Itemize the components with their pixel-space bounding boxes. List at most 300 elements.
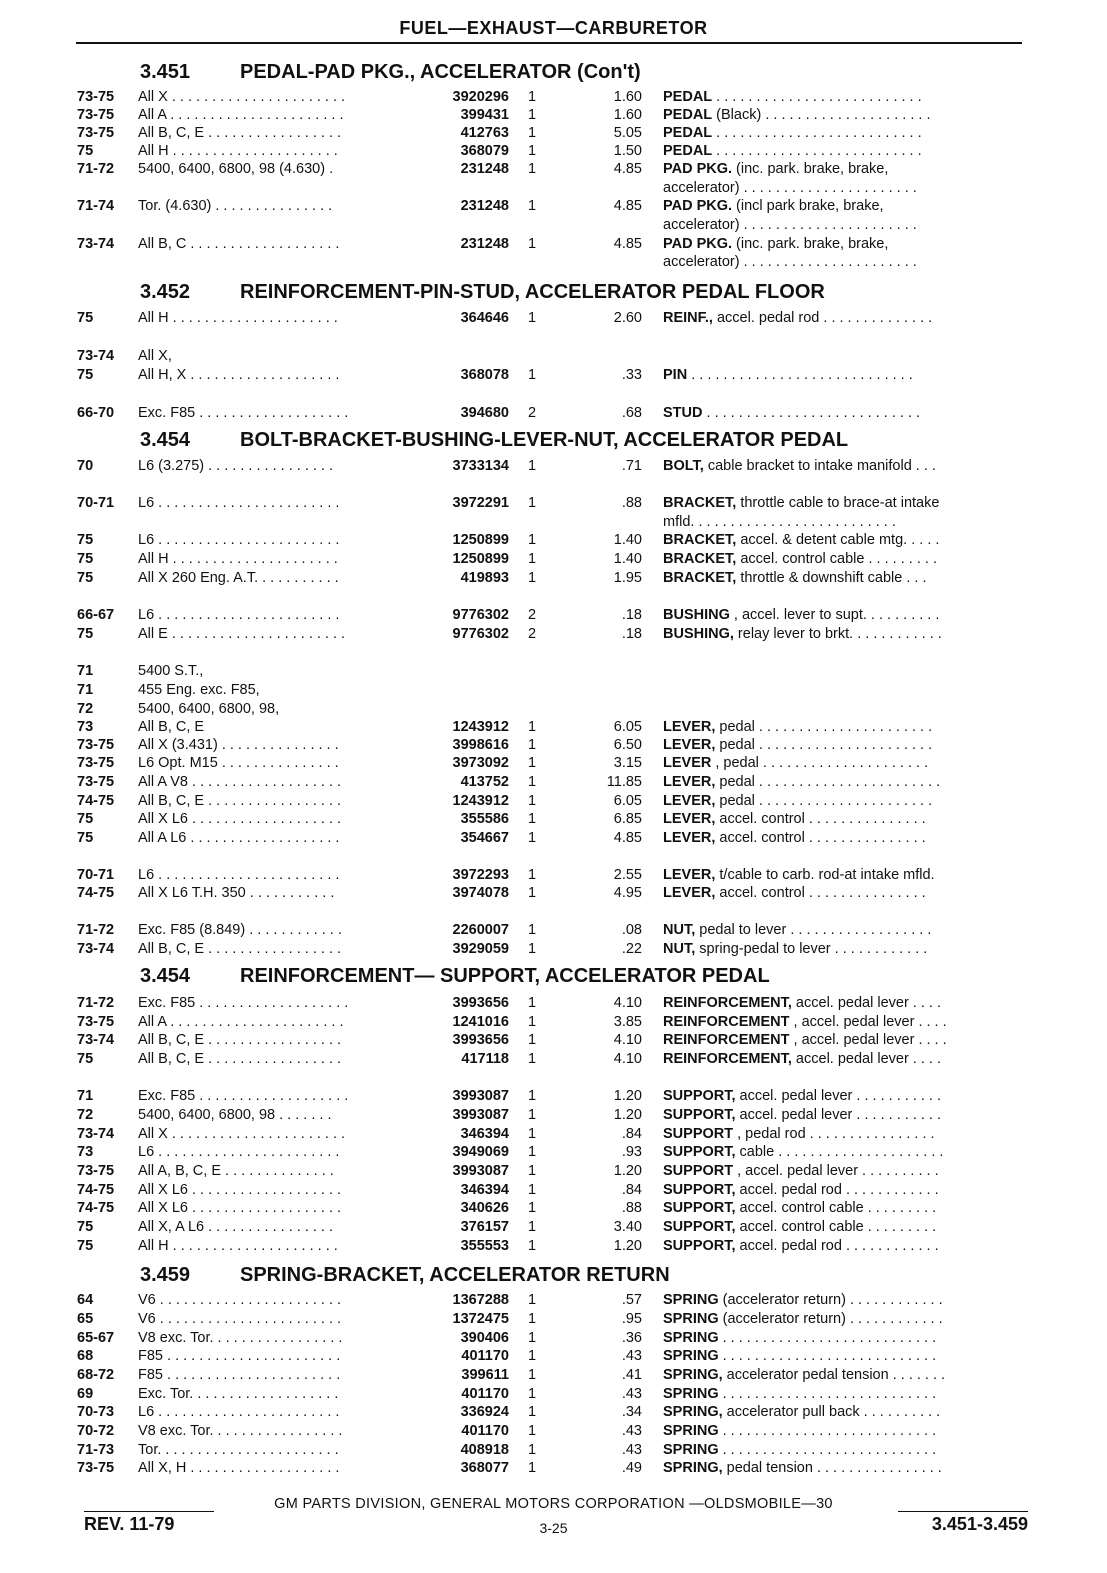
model-application: L6 . . . . . . . . . . . . . . . . . . . . . . . (138, 1144, 340, 1160)
parts-row (0, 662, 1107, 680)
part-detail: pedal . . . . . . . . . . . . . . . . . . . . . . . (715, 774, 941, 790)
part-detail: accel. control . . . . . . . . . . . . . . . (715, 830, 926, 846)
parts-row (0, 476, 1107, 494)
part-description (663, 235, 1025, 253)
quantity: 1 (528, 1238, 537, 1254)
model-years: 65-67 (77, 1330, 115, 1346)
model-years: 73-75 (77, 1163, 115, 1179)
part-detail: accelerator) . . . . . . . . . . . . . . . . . . . . . . (663, 254, 917, 270)
model-application: Tor. (4.630) . . . . . . . . . . . . . . . (138, 198, 333, 214)
quantity: 1 (528, 310, 537, 326)
parts-row (0, 88, 1107, 106)
part-name: PEDAL (663, 107, 713, 123)
parts-row (0, 1237, 1107, 1255)
part-name: SPRING (663, 1348, 719, 1364)
parts-row (0, 385, 1107, 403)
parts-row (0, 309, 1107, 327)
model-years: 70 (77, 458, 94, 474)
part-name: NUT, (663, 941, 696, 957)
part-description (663, 1347, 1025, 1365)
parts-row (0, 1366, 1107, 1384)
model-years: 73-75 (77, 125, 115, 141)
price: 2.60 (613, 310, 642, 326)
part-description (663, 550, 1025, 568)
part-name: PAD PKG. (663, 161, 733, 177)
part-name: SPRING (663, 1386, 719, 1402)
part-detail: accel. pedal rod . . . . . . . . . . . . (735, 1238, 939, 1254)
section-number: 3.451 (140, 61, 191, 83)
part-description (663, 88, 1025, 106)
part-description (663, 718, 1025, 736)
price: 11.85 (606, 774, 642, 790)
part-detail: throttle cable to brace-at intake (736, 495, 940, 511)
model-years: 73-74 (77, 941, 115, 957)
parts-row (0, 1291, 1107, 1309)
quantity: 1 (528, 198, 537, 214)
part-number: 413752 (460, 774, 509, 790)
model-application: All X L6 T.H. 350 . . . . . . . . . . . (138, 885, 335, 901)
model-years: 70-72 (77, 1423, 115, 1439)
part-detail: pedal . . . . . . . . . . . . . . . . . . . . . . (715, 719, 933, 735)
part-number: 376157 (460, 1219, 509, 1235)
part-description (663, 106, 1025, 124)
price: 1.20 (613, 1163, 642, 1179)
model-application: Exc. F85 (8.849) . . . . . . . . . . . . (138, 922, 342, 938)
parts-row (0, 1310, 1107, 1328)
part-description (663, 1291, 1025, 1309)
quantity: 1 (528, 719, 537, 735)
price: 1.40 (613, 532, 642, 548)
part-description (663, 921, 1025, 939)
part-name: PIN (663, 367, 688, 383)
model-application: All B, C, E . . . . . . . . . . . . . . . . . (138, 1032, 342, 1048)
parts-row (0, 903, 1107, 921)
quantity: 1 (528, 367, 537, 383)
model-application: L6 (3.275) . . . . . . . . . . . . . . . . (138, 458, 334, 474)
part-name: SUPPORT, (663, 1182, 736, 1198)
quantity: 1 (528, 1107, 537, 1123)
price: 4.85 (613, 236, 642, 252)
model-years: 71-72 (77, 922, 115, 938)
parts-row (0, 404, 1107, 422)
model-years: 73-75 (77, 1014, 115, 1030)
part-number: 346394 (460, 1126, 509, 1142)
part-name: REINFORCEMENT, (663, 995, 792, 1011)
part-description (663, 1459, 1025, 1477)
parts-row (0, 866, 1107, 884)
parts-row (0, 1403, 1107, 1421)
model-years: 69 (77, 1386, 94, 1402)
price: .18 (621, 626, 642, 642)
footer-revision: REV. 11-79 (84, 1514, 175, 1534)
quantity: 2 (528, 405, 537, 421)
part-number: 3929059 (452, 941, 509, 957)
model-application: Exc. F85 . . . . . . . . . . . . . . . . . . . (138, 995, 349, 1011)
part-detail: accel. control cable . . . . . . . . . (736, 551, 937, 567)
parts-row (0, 700, 1107, 718)
parts-row (0, 921, 1107, 939)
part-number: 401170 (461, 1348, 509, 1364)
price: .49 (621, 1460, 642, 1476)
parts-row (0, 550, 1107, 568)
quantity: 1 (528, 458, 537, 474)
section-number: 3.454 (140, 429, 191, 451)
price: 6.50 (613, 737, 642, 753)
part-name: SPRING (663, 1330, 719, 1346)
part-detail: . . . . . . . . . . . . . . . . . . . . . . . . . . . (718, 1330, 937, 1346)
model-years: 72 (77, 1107, 94, 1123)
part-number: 1241016 (452, 1014, 509, 1030)
section-number: 3.452 (140, 281, 191, 303)
model-years: 75 (77, 1219, 94, 1235)
model-years: 71-72 (77, 995, 115, 1011)
section-header (0, 280, 1107, 304)
part-description (663, 1310, 1025, 1328)
part-detail: pedal to lever . . . . . . . . . . . . . . . . . . (695, 922, 932, 938)
parts-row (0, 366, 1107, 384)
part-description (663, 810, 1025, 828)
price: 1.20 (613, 1238, 642, 1254)
part-description (663, 1031, 1025, 1049)
model-years: 73 (77, 719, 94, 735)
part-number: 3973092 (452, 755, 509, 771)
part-name: PEDAL (663, 125, 713, 141)
part-detail: accel. control cable . . . . . . . . . (735, 1219, 937, 1235)
part-number: 368078 (460, 367, 509, 383)
model-application: Exc. F85 . . . . . . . . . . . . . . . . . . . (138, 405, 349, 421)
parts-row (0, 829, 1107, 847)
price: 6.85 (613, 811, 642, 827)
part-name: SPRING (663, 1423, 719, 1439)
part-detail: . . . . . . . . . . . . . . . . . . . . . . . . . . (712, 143, 922, 159)
price: 3.15 (613, 755, 642, 771)
quantity: 1 (528, 1126, 537, 1142)
quantity: 1 (528, 143, 537, 159)
parts-row (0, 569, 1107, 587)
model-application: L6 . . . . . . . . . . . . . . . . . . . . . . . (138, 1404, 340, 1420)
footer-page-number: 3-25 (539, 1520, 568, 1536)
price: .43 (621, 1386, 642, 1402)
parts-row (0, 1385, 1107, 1403)
part-name: LEVER, (663, 719, 716, 735)
part-name: LEVER, (663, 793, 716, 809)
part-name: BRACKET, (663, 570, 737, 586)
model-application: V8 exc. Tor. . . . . . . . . . . . . . . . . (138, 1423, 343, 1439)
part-number: 1250899 (452, 551, 509, 567)
parts-row (0, 810, 1107, 828)
quantity: 1 (528, 125, 537, 141)
parts-row (0, 1347, 1107, 1365)
quantity: 1 (528, 885, 537, 901)
model-application: All H . . . . . . . . . . . . . . . . . . . . . (138, 551, 338, 567)
parts-row (0, 1031, 1107, 1049)
part-description (663, 884, 1025, 902)
part-detail: accel. pedal rod . . . . . . . . . . . . (735, 1182, 939, 1198)
model-years: 73-74 (77, 1126, 115, 1142)
part-name: SPRING, (663, 1367, 723, 1383)
part-number: 346394 (460, 1182, 509, 1198)
model-application: 5400 S.T., (138, 663, 204, 679)
part-name: LEVER, (663, 885, 716, 901)
part-number: 355553 (460, 1238, 509, 1254)
parts-row (0, 106, 1107, 124)
model-years: 74-75 (77, 793, 115, 809)
parts-row (0, 1181, 1107, 1199)
part-detail: (inc. park. brake, brake, (732, 161, 889, 177)
model-application: Tor. . . . . . . . . . . . . . . . . . . . . . . (138, 1442, 339, 1458)
quantity: 1 (528, 89, 537, 105)
model-years: 71 (77, 682, 94, 698)
part-name: SPRING (663, 1292, 719, 1308)
part-description (663, 1329, 1025, 1347)
model-application: All B, C . . . . . . . . . . . . . . . . . . . (138, 236, 340, 252)
part-description (663, 1422, 1025, 1440)
price: .93 (621, 1144, 642, 1160)
section-number: 3.454 (140, 965, 191, 987)
section-number: 3.459 (140, 1264, 191, 1286)
price: 1.60 (613, 107, 642, 123)
part-name: SPRING, (663, 1404, 723, 1420)
price: .43 (621, 1348, 642, 1364)
section-title: SPRING-BRACKET, ACCELERATOR RETURN (240, 1264, 670, 1286)
model-years: 70-71 (77, 867, 115, 883)
part-name: REINF., (663, 310, 713, 326)
part-detail: accelerator) . . . . . . . . . . . . . . . . . . . . . . (663, 217, 917, 233)
part-name: BOLT, (663, 458, 704, 474)
part-name: LEVER, (663, 811, 716, 827)
quantity: 1 (528, 941, 537, 957)
part-description (663, 494, 1025, 512)
model-years: 75 (77, 1238, 94, 1254)
price: .43 (621, 1423, 642, 1439)
model-years: 73-75 (77, 107, 115, 123)
model-years: 71-74 (77, 198, 115, 214)
part-description (663, 1385, 1025, 1403)
model-application: All A . . . . . . . . . . . . . . . . . . . . . . (138, 107, 344, 123)
quantity: 1 (528, 1182, 537, 1198)
price: 1.60 (613, 89, 642, 105)
quantity: 1 (528, 551, 537, 567)
part-number: 3949069 (452, 1144, 509, 1160)
model-application: All X . . . . . . . . . . . . . . . . . . . . . . (138, 1126, 346, 1142)
part-description (663, 1237, 1025, 1255)
quantity: 1 (528, 1348, 537, 1364)
model-years: 68-72 (77, 1367, 115, 1383)
part-description (663, 309, 1025, 327)
model-application: Exc. F85 . . . . . . . . . . . . . . . . . . . (138, 1088, 349, 1104)
model-years: 72 (77, 701, 94, 717)
part-name: BRACKET, (663, 532, 737, 548)
parts-row (0, 718, 1107, 736)
model-years: 73-75 (77, 1460, 115, 1476)
model-application: All X L6 . . . . . . . . . . . . . . . . . . . (138, 1200, 342, 1216)
part-name: NUT, (663, 922, 696, 938)
quantity: 1 (528, 1014, 537, 1030)
quantity: 1 (528, 532, 537, 548)
price: 3.85 (613, 1014, 642, 1030)
quantity: 1 (528, 1219, 537, 1235)
model-years: 68 (77, 1348, 94, 1364)
price: .22 (621, 941, 642, 957)
price: .68 (621, 405, 642, 421)
section-header (0, 60, 1107, 84)
model-application: All X 260 Eng. A.T. . . . . . . . . . . (138, 570, 339, 586)
model-application: V8 exc. Tor. . . . . . . . . . . . . . . . . (138, 1330, 343, 1346)
footer-section-range: 3.451-3.459 (931, 1514, 1028, 1534)
part-detail: accel. pedal lever . . . . . . . . . . . (735, 1088, 942, 1104)
parts-row (0, 994, 1107, 1012)
parts-row (0, 940, 1107, 958)
model-years: 75 (77, 310, 94, 326)
parts-row (0, 1199, 1107, 1217)
parts-row (0, 588, 1107, 606)
part-description (663, 866, 1025, 884)
part-number: 412763 (460, 125, 509, 141)
quantity: 1 (528, 1144, 537, 1160)
parts-row (0, 848, 1107, 866)
quantity: 1 (528, 811, 537, 827)
quantity: 1 (528, 1088, 537, 1104)
quantity: 1 (528, 1404, 537, 1420)
part-name: SUPPORT (663, 1126, 734, 1142)
quantity: 1 (528, 755, 537, 771)
part-name: BUSHING, (663, 626, 734, 642)
part-description (663, 1013, 1025, 1031)
part-detail: accel. & detent cable mtg. . . . . (736, 532, 940, 548)
model-years: 66-67 (77, 607, 115, 623)
model-application: All B, C, E . . . . . . . . . . . . . . . . . (138, 125, 342, 141)
quantity: 2 (528, 626, 537, 642)
model-years: 75 (77, 532, 94, 548)
part-detail: accel. control . . . . . . . . . . . . . . . (715, 811, 926, 827)
part-name: LEVER, (663, 830, 716, 846)
price: 1.50 (613, 143, 642, 159)
price: .08 (621, 922, 642, 938)
part-description (663, 1050, 1025, 1068)
part-detail: relay lever to brkt. . . . . . . . . . . . (733, 626, 942, 642)
part-description (663, 513, 1025, 531)
part-detail: . . . . . . . . . . . . . . . . . . . . . . . . . . (712, 89, 922, 105)
part-number: 399431 (460, 107, 509, 123)
model-application: All H . . . . . . . . . . . . . . . . . . . . . (138, 1238, 338, 1254)
model-years: 71 (77, 663, 94, 679)
model-application: All B, C, E . . . . . . . . . . . . . . . . . (138, 793, 342, 809)
part-number: 3993087 (452, 1107, 509, 1123)
part-detail: . . . . . . . . . . . . . . . . . . . . . . . . . . . (718, 1348, 937, 1364)
model-application: L6 . . . . . . . . . . . . . . . . . . . . . . . (138, 532, 340, 548)
parts-row (0, 328, 1107, 346)
part-number: 9776302 (452, 607, 509, 623)
price: .95 (621, 1311, 642, 1327)
model-application: L6 . . . . . . . . . . . . . . . . . . . . . . . (138, 607, 340, 623)
quantity: 1 (528, 1330, 537, 1346)
model-application: All B, C, E . . . . . . . . . . . . . . . . . (138, 1051, 342, 1067)
part-number: 3972293 (452, 867, 509, 883)
model-application: All X (3.431) . . . . . . . . . . . . . . . (138, 737, 339, 753)
part-description (663, 1366, 1025, 1384)
part-detail: t/cable to carb. rod-at intake mfld. (715, 867, 935, 883)
part-name: SUPPORT, (663, 1238, 736, 1254)
model-years: 73-75 (77, 755, 115, 771)
part-description (663, 1441, 1025, 1459)
parts-row (0, 1106, 1107, 1124)
part-number: 394680 (460, 405, 509, 421)
part-detail: accel. control . . . . . . . . . . . . . . . (715, 885, 926, 901)
parts-row (0, 1013, 1107, 1031)
quantity: 1 (528, 922, 537, 938)
model-application: All X . . . . . . . . . . . . . . . . . . . . . . (138, 89, 346, 105)
part-name: SPRING (663, 1442, 719, 1458)
part-detail: accelerator pull back . . . . . . . . . . (722, 1404, 941, 1420)
part-detail: mfld. . . . . . . . . . . . . . . . . . . . . . . . . . (663, 514, 896, 530)
part-description (663, 1143, 1025, 1161)
part-detail: accel. pedal lever . . . . (791, 1051, 942, 1067)
price: 1.20 (613, 1088, 642, 1104)
parts-row (0, 754, 1107, 772)
part-description (663, 457, 1025, 475)
part-description (663, 142, 1025, 160)
part-number: 417118 (461, 1051, 509, 1067)
part-detail: , accel. pedal lever . . . . . . . . . . (733, 1163, 939, 1179)
price: 5.05 (613, 125, 642, 141)
part-description (663, 736, 1025, 754)
part-detail: . . . . . . . . . . . . . . . . . . . . . . . . . . . (718, 1386, 937, 1402)
part-description (663, 940, 1025, 958)
parts-row (0, 1441, 1107, 1459)
part-detail: pedal . . . . . . . . . . . . . . . . . . . . . . (715, 737, 933, 753)
quantity: 1 (528, 793, 537, 809)
part-detail: accel. pedal lever . . . . . . . . . . . (735, 1107, 942, 1123)
model-application: All H . . . . . . . . . . . . . . . . . . . . . (138, 143, 338, 159)
page-title: FUEL—EXHAUST—CARBURETOR (399, 18, 708, 38)
part-detail: throttle & downshift cable . . . (736, 570, 927, 586)
part-number: 336924 (460, 1404, 509, 1420)
model-application: All X L6 . . . . . . . . . . . . . . . . . . . (138, 811, 342, 827)
part-number: 1367288 (452, 1292, 509, 1308)
parts-row (0, 625, 1107, 643)
part-description (663, 160, 1025, 178)
part-detail: pedal . . . . . . . . . . . . . . . . . . . . . . (715, 793, 933, 809)
price: 3.40 (613, 1219, 642, 1235)
parts-row (0, 1087, 1107, 1105)
part-detail: cable . . . . . . . . . . . . . . . . . . . . . (735, 1144, 944, 1160)
model-years: 73 (77, 1144, 94, 1160)
part-detail: , pedal rod . . . . . . . . . . . . . . . . (733, 1126, 935, 1142)
part-number: 364646 (460, 310, 509, 326)
price: .41 (621, 1367, 642, 1383)
part-name: SUPPORT, (663, 1107, 736, 1123)
part-description (663, 792, 1025, 810)
parts-row (0, 235, 1107, 253)
price: .43 (621, 1442, 642, 1458)
model-application: All B, C, E (138, 719, 205, 735)
parts-row (0, 216, 1107, 234)
model-years: 64 (77, 1292, 94, 1308)
model-application: All A . . . . . . . . . . . . . . . . . . . . . . (138, 1014, 344, 1030)
section-header (0, 964, 1107, 988)
model-application: All H . . . . . . . . . . . . . . . . . . . . . (138, 310, 338, 326)
part-number: 3993087 (452, 1163, 509, 1179)
part-description (663, 1087, 1025, 1105)
part-name: SUPPORT (663, 1163, 734, 1179)
model-application: L6 Opt. M15 . . . . . . . . . . . . . . . (138, 755, 339, 771)
part-name: STUD (663, 405, 703, 421)
price: .88 (621, 1200, 642, 1216)
part-name: LEVER, (663, 737, 716, 753)
model-years: 75 (77, 1051, 94, 1067)
parts-row (0, 773, 1107, 791)
part-description (663, 1403, 1025, 1421)
